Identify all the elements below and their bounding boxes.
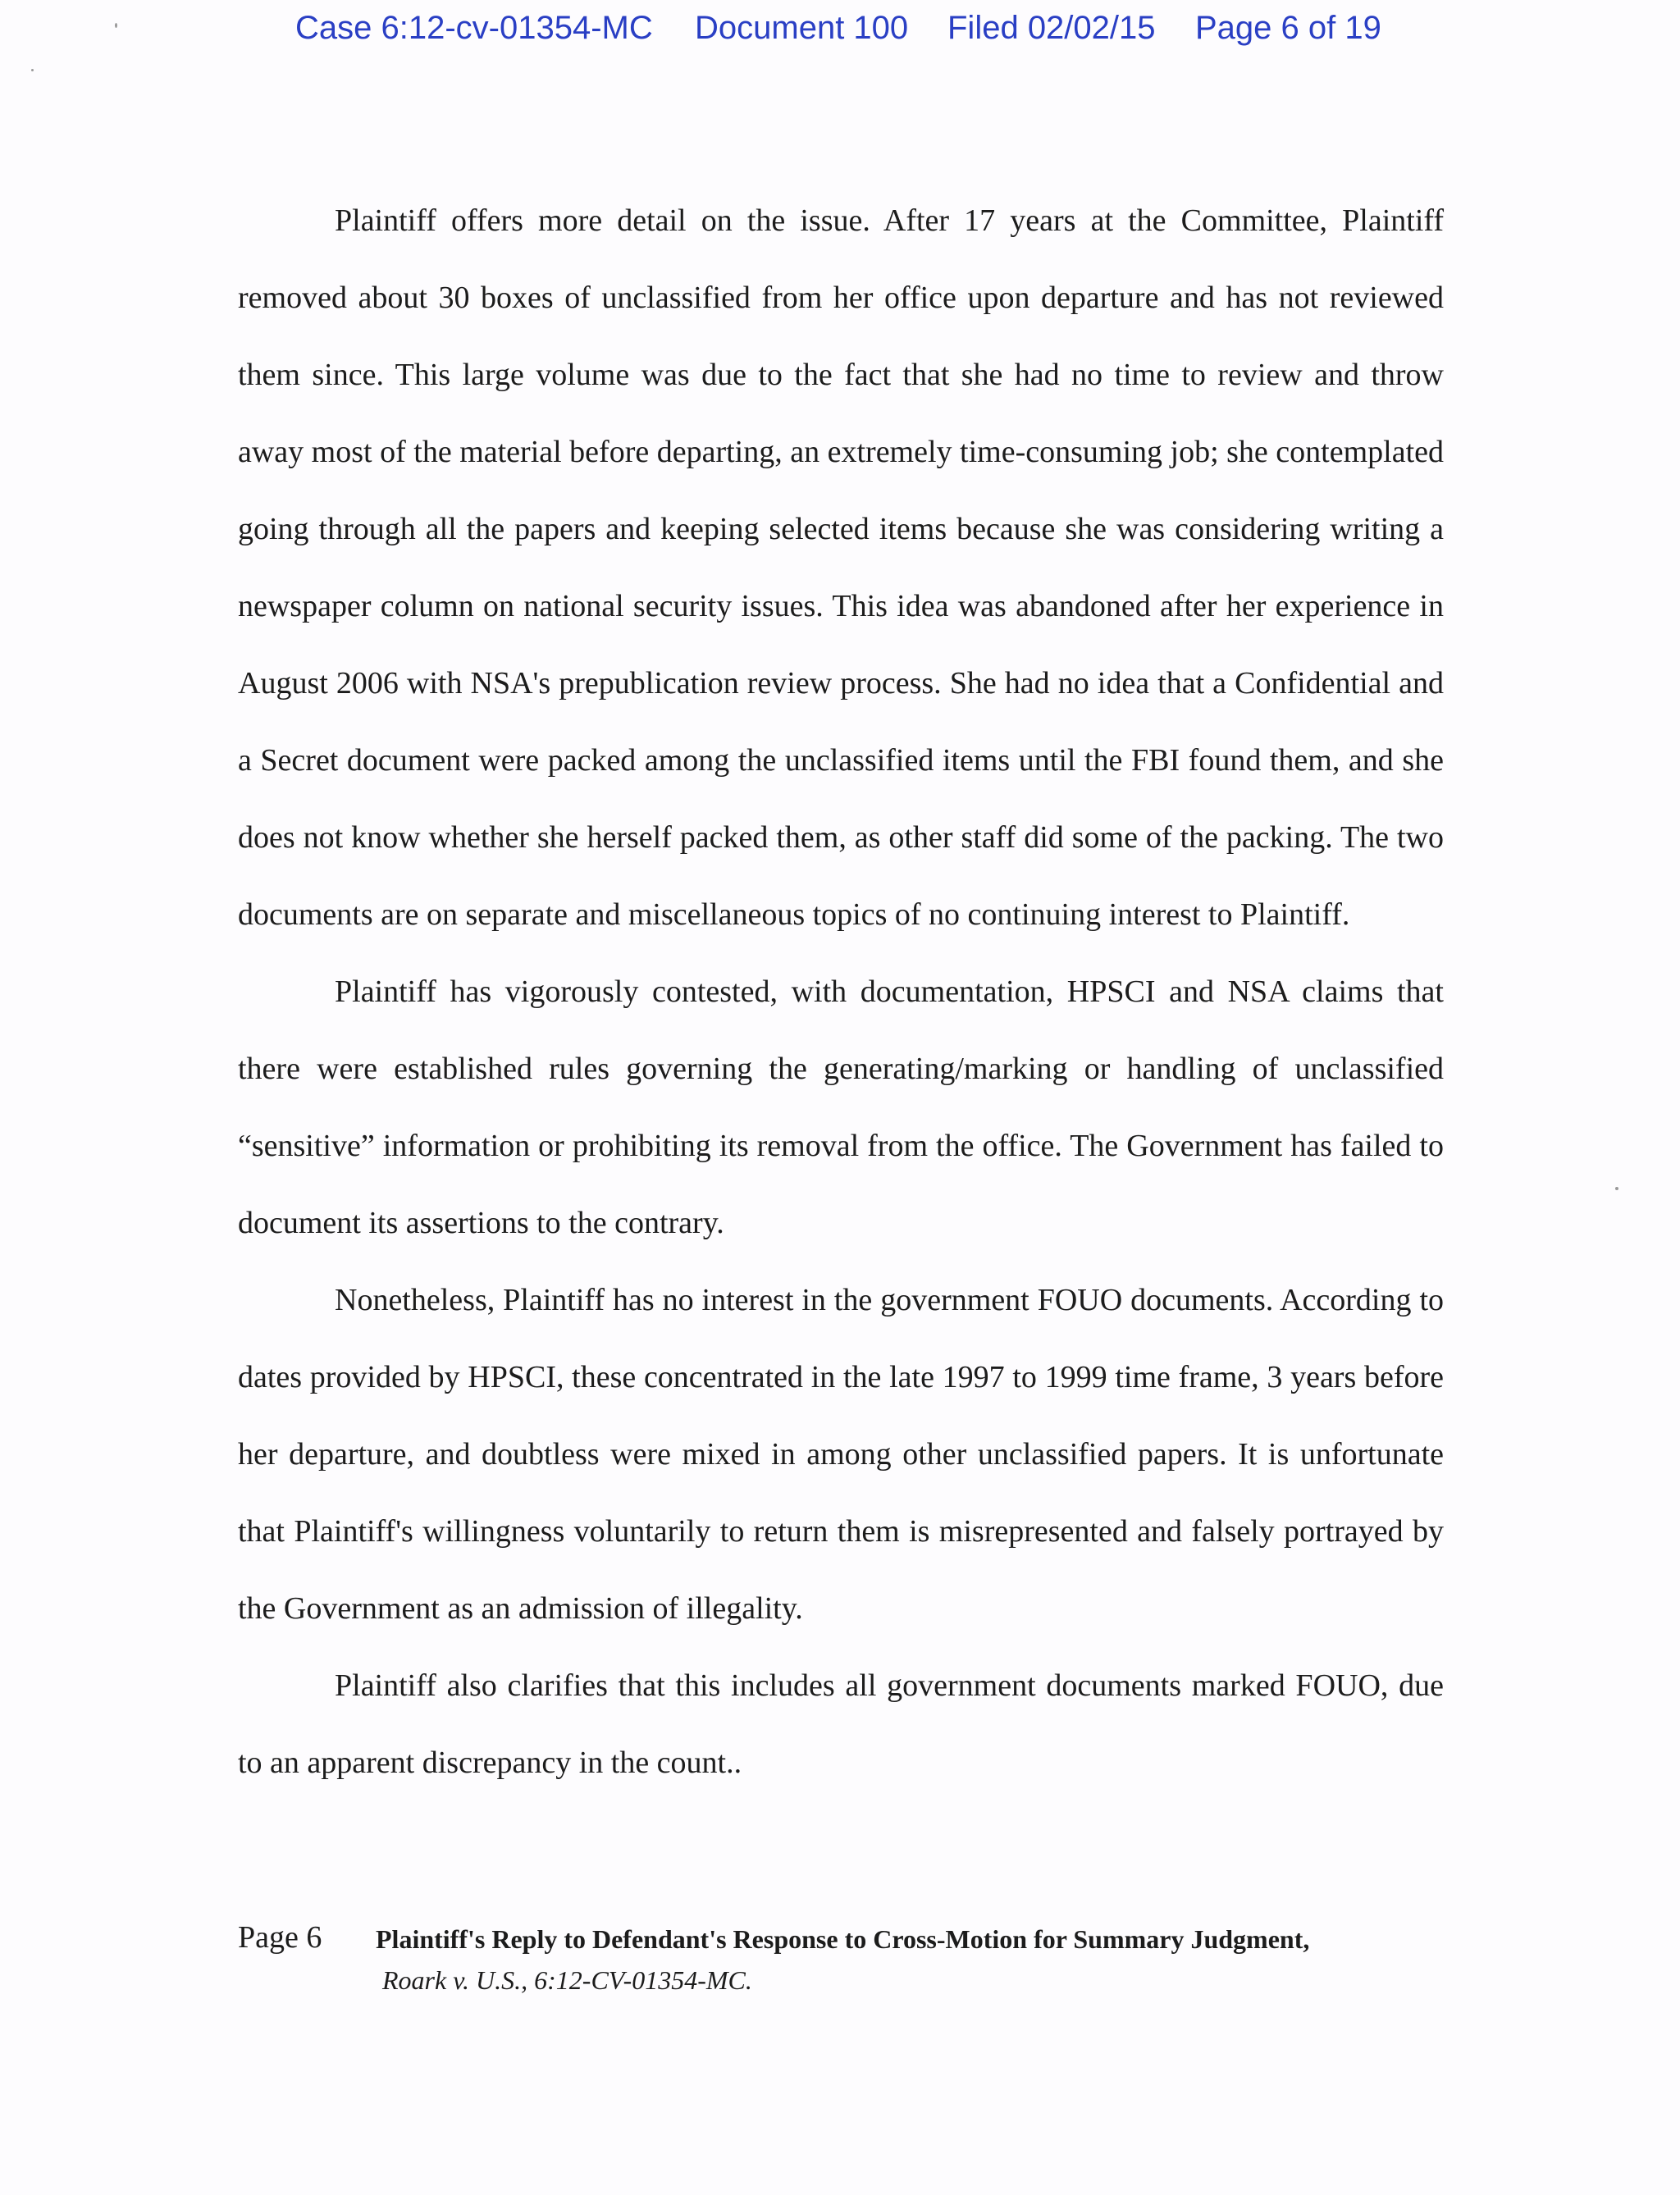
header-case-number: Case 6:12-cv-01354-MC: [295, 10, 653, 46]
body-paragraph: Plaintiff also clarifies that this includes all government documents marked FOUO, due to an apparent discrepancy in the count..: [238, 1668, 1444, 1780]
header-filed-date: Filed 02/02/15: [947, 10, 1156, 46]
scan-speck: [115, 23, 117, 28]
body-paragraph: Plaintiff has vigorously contested, with documentation, HPSCI and NSA claims that there were established rules governing the generating/marking or handling of unclassified “sensitive” information or prohibiting its removal from the office. The Government has failed to document its assertions to the contrary.: [238, 974, 1444, 1240]
scan-speck: [1615, 1187, 1618, 1190]
header-document-number: Document 100: [695, 10, 909, 46]
page-footer: [238, 1919, 1444, 2018]
scan-speck: [31, 69, 34, 71]
footer-document-title: Plaintiff's Reply to Defendant's Response to Cross-Motion for Summary Judgment,: [376, 1924, 1310, 1954]
body-paragraph: Plaintiff offers more detail on the issue. After 17 years at the Committee, Plaintiff removed about 30 boxes of unclassified from her office upon departure and has not reviewed them since. This large volume was due to the fact that she had no time to review and throw away most of the material before departing, an extremely time-consuming job; she contemplated going through all the papers and keeping selected items because she was considering writing a newspaper column on national security issues. This idea was abandoned after her experience in August 2006 with NSA's prepublication review process. She had no idea that a Confidential and a Secret document were packed among the unclassified items until the FBI found them, and she does not know whether she herself packed them, as other staff did some of the packing. The two documents are on separate and miscellaneous topics of no continuing interest to Plaintiff.: [238, 203, 1444, 932]
document-body: [238, 182, 1444, 1801]
ecf-filing-header: [295, 10, 1444, 59]
body-paragraph: Nonetheless, Plaintiff has no interest in the government FOUO documents. According to dates provided by HPSCI, these concentrated in the late 1997 to 1999 time frame, 3 years before her departure, and doubtless were mixed in among other unclassified papers. It is unfortunate that Plaintiff's willingness voluntarily to return them is misrepresented and falsely portrayed by the Government as an admission of illegality.: [238, 1283, 1444, 1626]
footer-case-citation: Roark v. U.S., 6:12-CV-01354-MC.: [382, 1965, 752, 1995]
footer-page-label: Page 6: [238, 1920, 322, 1955]
header-page-count: Page 6 of 19: [1195, 10, 1381, 46]
